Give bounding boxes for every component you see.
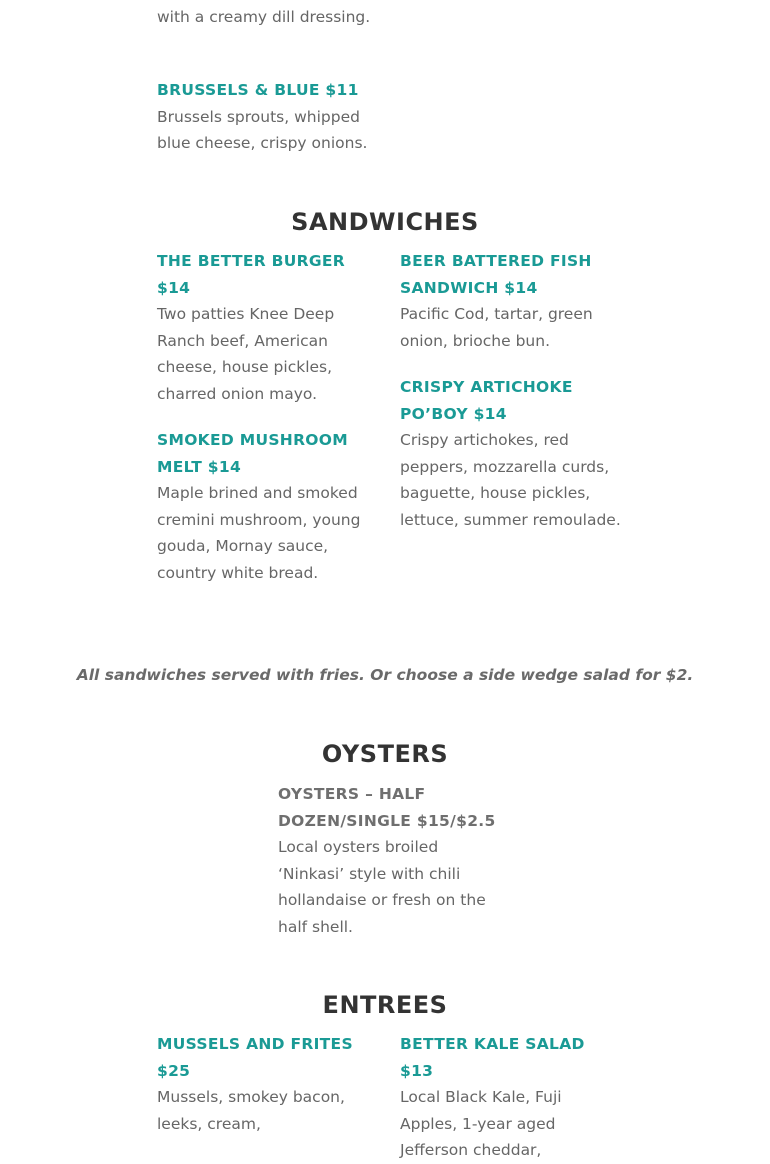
item-title: CRISPY ARTICHOKE PO’BOY $14 xyxy=(400,378,573,423)
menu-item-brussels-blue xyxy=(157,77,379,157)
section-heading-entrees: ENTREES xyxy=(322,991,448,1019)
menu-item-smoked-mushroom-melt xyxy=(157,427,379,586)
item-description: Mussels, smokey bacon, leeks, cream, xyxy=(157,1088,345,1133)
item-title: OYSTERS – HALF DOZEN/SINGLE $15/$2.5 xyxy=(278,785,496,830)
item-title: BEER BATTERED FISH SANDWICH $14 xyxy=(400,252,592,297)
item-description: Two patties Knee Deep Ranch beef, American cheese, house pickles, charred onion mayo. xyxy=(157,305,335,403)
item-description: Local Black Kale, Fuji Apples, 1-year aged Jefferson cheddar, xyxy=(400,1088,562,1159)
menu-item-better-burger xyxy=(157,248,379,407)
section-heading-oysters: OYSTERS xyxy=(321,740,449,768)
item-title: SMOKED MUSHROOM MELT $14 xyxy=(157,431,348,476)
section-heading-sandwiches: SANDWICHES xyxy=(291,208,479,236)
item-title: BRUSSELS & BLUE $11 xyxy=(157,81,359,99)
item-description: Pacific Cod, tartar, green onion, brioche bun. xyxy=(400,305,593,350)
item-description: Maple brined and smoked cremini mushroom, young gouda, Mornay sauce, country white bread. xyxy=(157,484,361,582)
item-description: Crispy artichokes, red peppers, mozzarella curds, baguette, house pickles, lettuce, summer remoulade. xyxy=(400,431,621,529)
item-title: BETTER KALE SALAD $13 xyxy=(400,1035,585,1080)
item-title: MUSSELS AND FRITES $25 xyxy=(157,1035,353,1080)
sandwiches-note: All sandwiches served with fries. Or choose a side wedge salad for $2. xyxy=(76,666,694,684)
menu-item-oysters xyxy=(278,781,500,940)
item-description: Brussels sprouts, whipped blue cheese, crispy onions. xyxy=(157,107,368,152)
prev-item-description: with a creamy dill dressing. xyxy=(157,8,371,26)
menu-item-better-kale-salad xyxy=(400,1031,622,1164)
menu-item-crispy-artichoke xyxy=(400,374,622,533)
menu-item-mussels-frites xyxy=(157,1031,379,1137)
item-title: THE BETTER BURGER $14 xyxy=(157,252,346,297)
item-description: Local oysters broiled ‘Ninkasi’ style with chili hollandaise or fresh on the half shell. xyxy=(278,838,486,936)
menu-item-beer-battered-fish xyxy=(400,248,622,354)
